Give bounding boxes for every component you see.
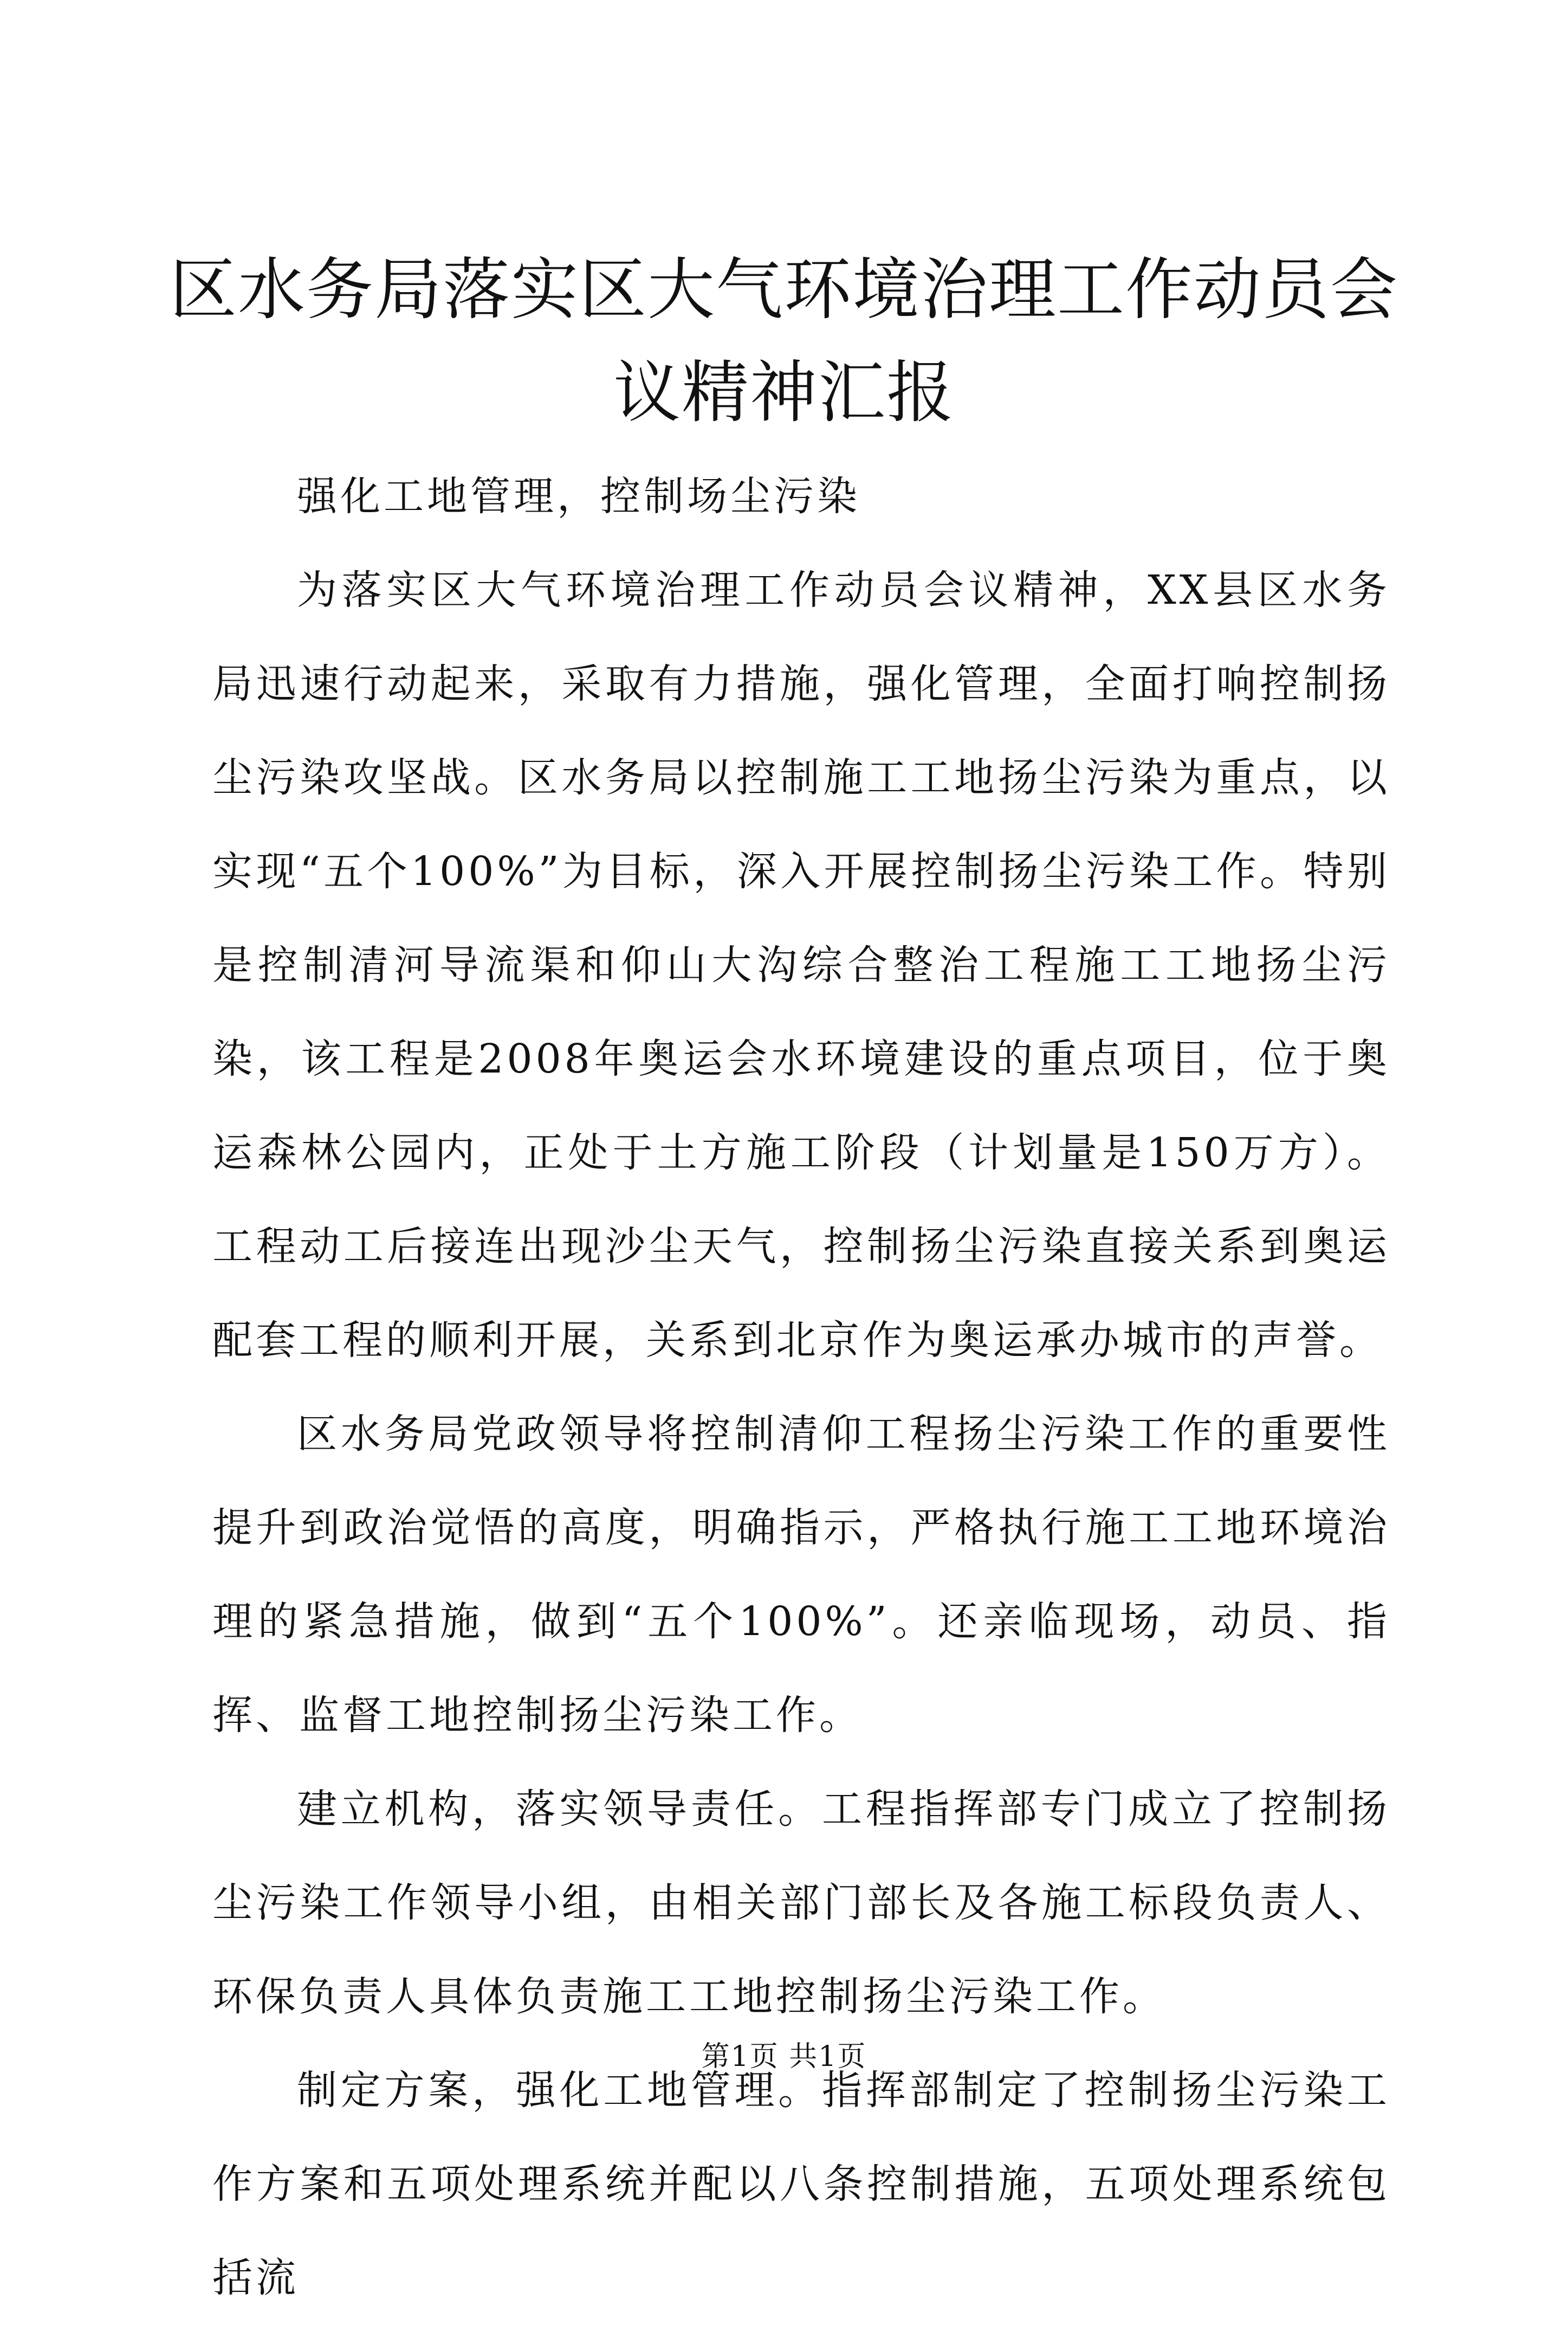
body-paragraph: 为落实区大气环境治理工作动员会议精神，XX县区水务局迅速行动起来，采取有力措施，强化管理，全面打响控制扬尘污染攻坚战。区水务局以控制施工工地扬尘污染为重点，以实现“五个100%”为目标，深入开展控制扬尘污染工作。特别是控制清河导流渠和仰山大沟综合整治工程施工工地扬尘污染，该工程是2008年奥运会水环境建设的重点项目，位于奥运森林公园内，正处于土方施工阶段（计划量是150万方）。工程动工后接连出现沙尘天气，控制扬尘污染直接关系到奥运配套工程的顺利开展，关系到北京作为奥运承办城市的声誉。 — [212, 567, 1390, 1364]
page-number-footer: 第1页 共1页 — [701, 2040, 867, 2073]
body-paragraph: 制定方案，强化工地管理。指挥部制定了控制扬尘污染工作方案和五项处理系统并配以八条控制措施，五项处理系统包括流 — [212, 2067, 1390, 2301]
body-paragraph: 区水务局党政领导将控制清仰工程扬尘污染工作的重要性提升到政治觉悟的高度，明确指示，严格执行施工工地环境治理的紧急措施，做到“五个100%”。还亲临现场，动员、指挥、监督工地控制扬尘污染工作。 — [212, 1411, 1390, 1739]
body-paragraph: 建立机构，落实领导责任。工程指挥部专门成立了控制扬尘污染工作领导小组，由相关部门部长及各施工标段负责人、环保负责人具体负责施工工地控制扬尘污染工作。 — [212, 1786, 1390, 2020]
document-title: 区水务局落实区大气环境治理工作动员会议精神汇报 — [169, 251, 1398, 432]
section-heading: 强化工地管理，控制场尘污染 — [297, 473, 860, 520]
